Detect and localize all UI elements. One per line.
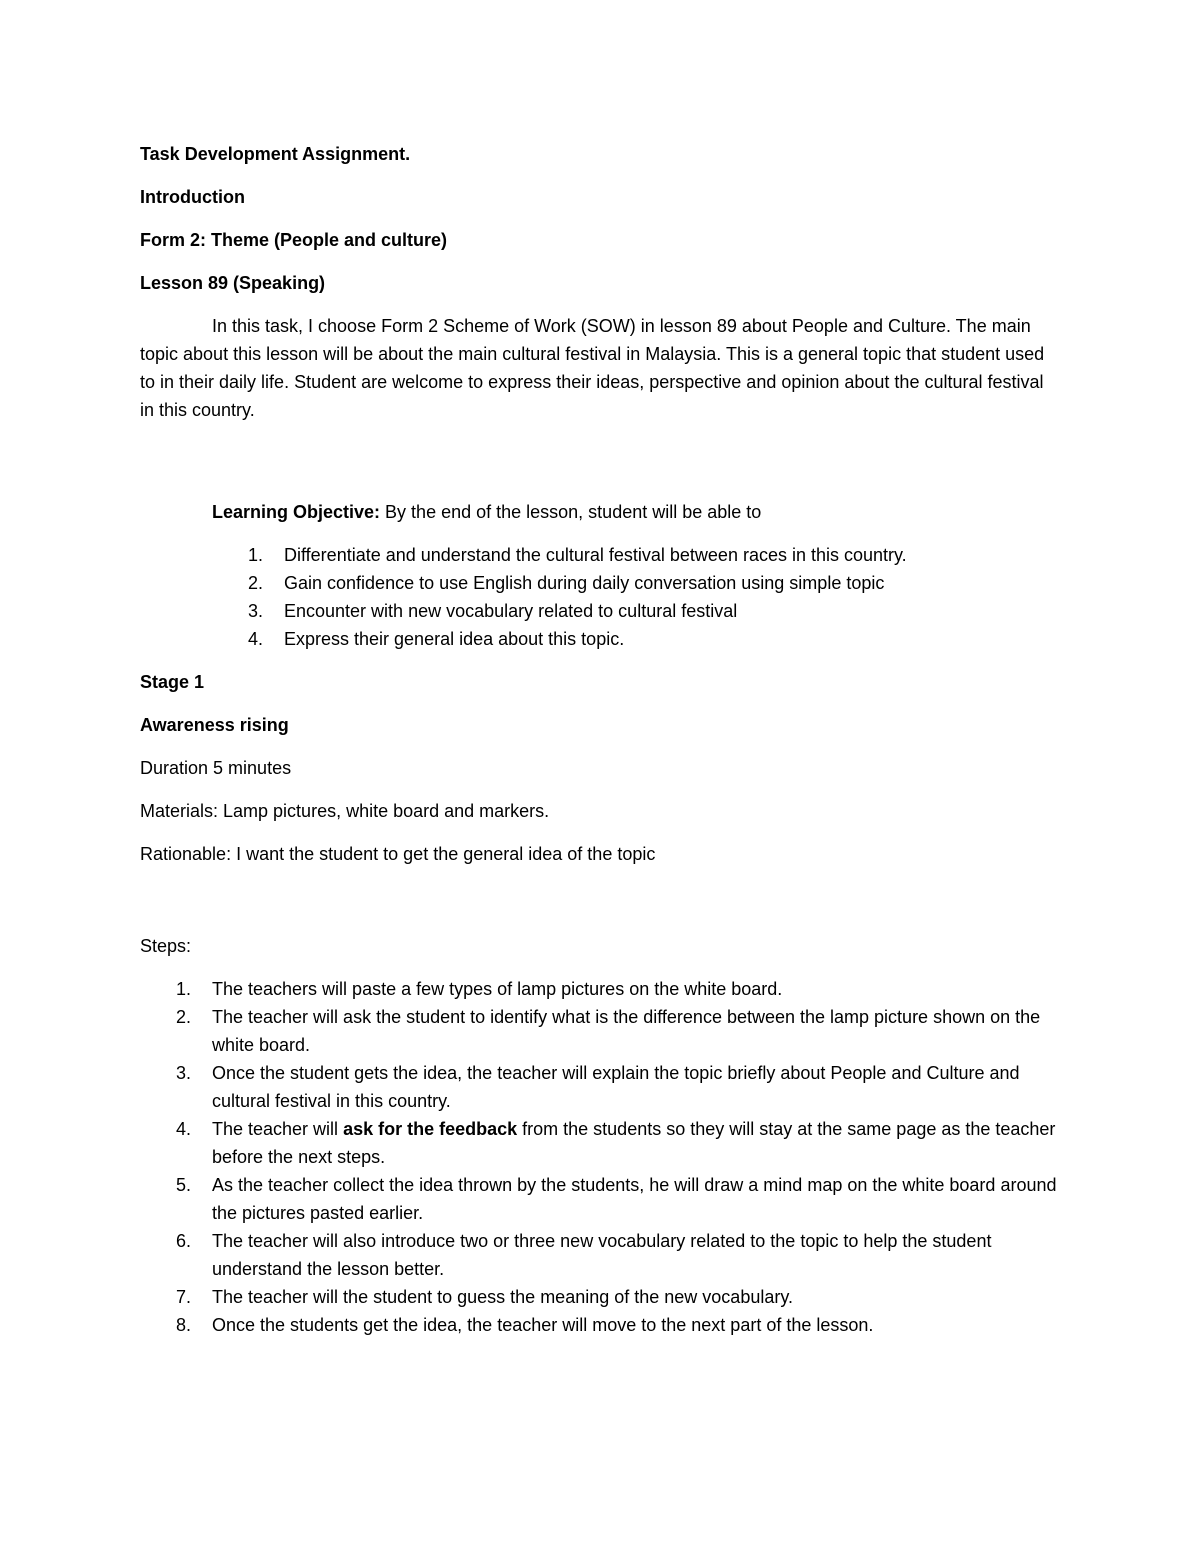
list-item-text-bold: ask for the feedback (343, 1119, 518, 1139)
steps-label: Steps: (140, 936, 192, 956)
intro-paragraph: In this task, I choose Form 2 Scheme of Work (SOW) in lesson 89 about People and Culture. The main topic about this lesson will be about the main cultural festival in Malaysia. This is a general topic that student used to in their daily life. Student are welcome to express their ideas, perspective and opinion about the cultural festival in this country. (140, 316, 1045, 420)
list-item-text: Differentiate and understand the cultural festival between races in this country. (284, 545, 907, 565)
list-number: 4. (176, 1119, 192, 1139)
list-item (176, 1311, 1060, 1339)
list-item (176, 1227, 1060, 1283)
introduction-heading: Introduction (140, 187, 245, 207)
list-item (248, 597, 1060, 625)
list-item (176, 1003, 1060, 1059)
list-number: 5. (176, 1175, 192, 1195)
list-item-text: The teacher will ask the student to identify what is the difference between the lamp picture shown on the white board. (212, 1007, 1041, 1055)
list-number: 8. (176, 1315, 192, 1335)
list-item-text: The teachers will paste a few types of lamp pictures on the white board. (212, 979, 783, 999)
stage-rationale: Rationable: I want the student to get the general idea of the topic (140, 844, 656, 864)
learning-objective (212, 498, 1060, 526)
list-item-text: Express their general idea about this topic. (284, 629, 625, 649)
list-item-text: Once the students get the idea, the teacher will move to the next part of the lesson. (212, 1315, 874, 1335)
document-title: Task Development Assignment. (140, 144, 411, 164)
learning-objective-text: By the end of the lesson, student will be able to (380, 502, 762, 522)
list-item-text: As the teacher collect the idea thrown by the students, he will draw a mind map on the white board around the pictures pasted earlier. (212, 1175, 1057, 1223)
stage-title: Stage 1 (140, 672, 205, 692)
learning-objective-label: Learning Objective: (212, 502, 381, 522)
list-item-text: Gain confidence to use English during daily conversation using simple topic (284, 573, 885, 593)
list-number: 2. (176, 1007, 192, 1027)
list-number: 3. (176, 1063, 192, 1083)
list-number: 7. (176, 1287, 192, 1307)
list-item-text: The teacher will also introduce two or three new vocabulary related to the topic to help the student understand the lesson better. (212, 1231, 992, 1279)
stage-materials: Materials: Lamp pictures, white board and markers. (140, 801, 550, 821)
list-number: 1. (176, 979, 192, 999)
list-item (176, 1283, 1060, 1311)
form-theme-heading: Form 2: Theme (People and culture) (140, 230, 448, 250)
lesson-heading: Lesson 89 (Speaking) (140, 273, 326, 293)
objective-list (248, 541, 1060, 653)
list-item (248, 569, 1060, 597)
list-number: 4. (248, 629, 264, 649)
list-item (176, 975, 1060, 1003)
stage-subtitle: Awareness rising (140, 715, 289, 735)
list-item-text-post: from the students so they will stay at the same page as the teacher before the next steps. (212, 1119, 1056, 1167)
list-item (176, 1115, 1060, 1171)
list-item (176, 1171, 1060, 1227)
steps-list (176, 975, 1060, 1339)
list-item (248, 625, 1060, 653)
list-item (176, 1059, 1060, 1115)
list-item-text: The teacher will the student to guess the meaning of the new vocabulary. (212, 1287, 794, 1307)
list-item-text: Once the student gets the idea, the teacher will explain the topic briefly about People and Culture and cultural festival in this country. (212, 1063, 1020, 1111)
list-number: 2. (248, 573, 264, 593)
list-number: 1. (248, 545, 264, 565)
list-item-text: Encounter with new vocabulary related to cultural festival (284, 601, 738, 621)
list-number: 6. (176, 1231, 192, 1251)
list-number: 3. (248, 601, 264, 621)
stage-duration: Duration 5 minutes (140, 758, 292, 778)
list-item-text-pre: The teacher will (212, 1119, 344, 1139)
document-page (140, 140, 1060, 1339)
list-item (248, 541, 1060, 569)
